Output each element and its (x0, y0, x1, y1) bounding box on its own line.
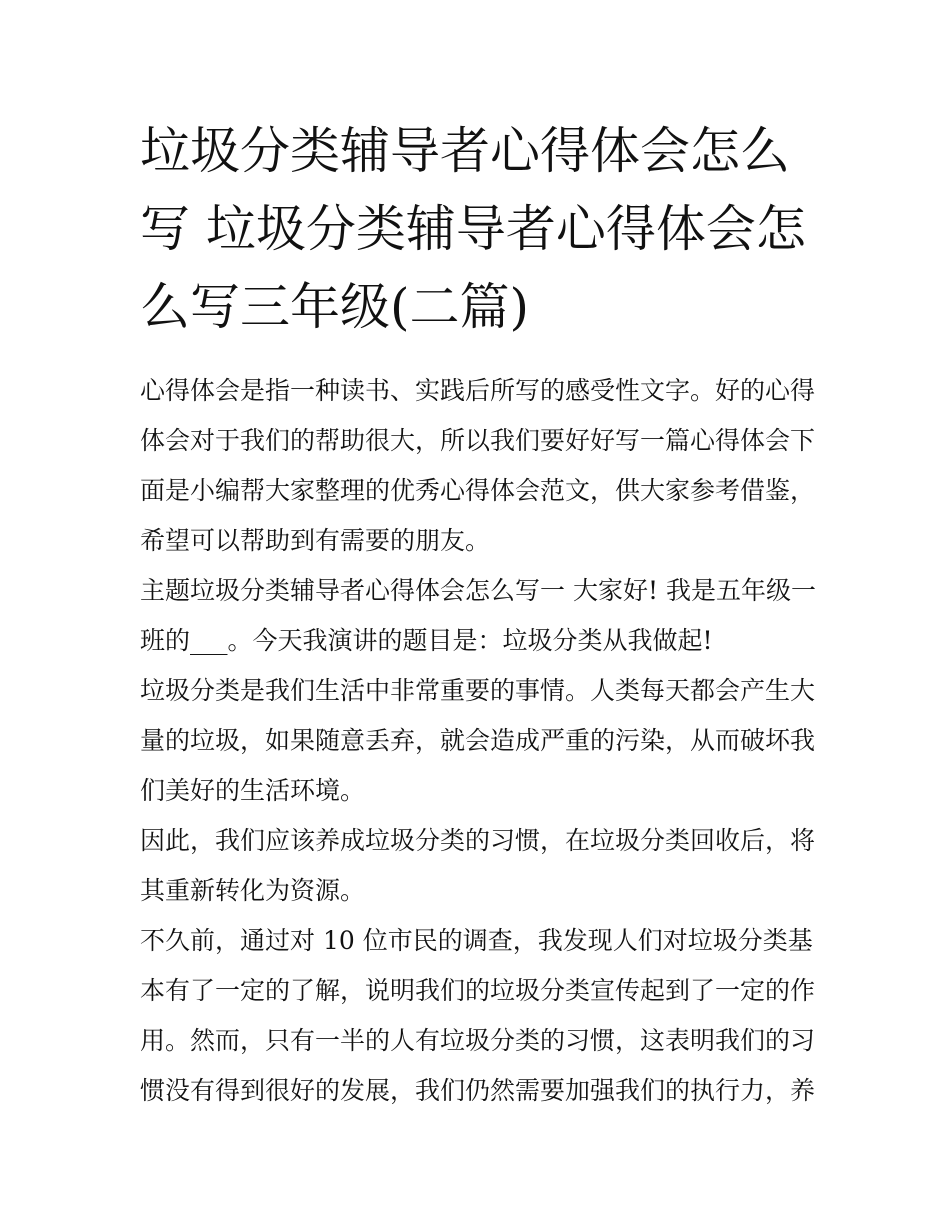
intro-paragraph (140, 366, 820, 566)
document-title (140, 112, 820, 346)
text-line: 体会对于我们的帮助很大，所以我们要好好写一篇心得体会下 (140, 426, 816, 455)
habit-paragraph (140, 816, 820, 916)
text-line: 本有了一定的了解，说明我们的垃圾分类宣传起到了一定的作 (140, 976, 816, 1005)
text-line: 其重新转化为资源。 (140, 876, 366, 905)
text-line: 惯没有得到很好的发展，我们仍然需要加强我们的执行力，养 (140, 1076, 816, 1105)
text-line: 心得体会是指一种读书、实践后所写的感受性文字。好的心得 (140, 376, 816, 405)
title-line: 垃圾分类辅导者心得体会怎么 (140, 122, 790, 180)
text-line: 们美好的生活环境。 (140, 776, 366, 805)
document-content (140, 112, 820, 1116)
text-line: 垃圾分类是我们生活中非常重要的事情。人类每天都会产生大 (140, 676, 816, 705)
survey-paragraph (140, 916, 820, 1116)
text-line: 主题垃圾分类辅导者心得体会怎么写一 大家好! 我是五年级一 (140, 576, 816, 605)
text-line: 不久前，通过对 10 位市民的调查，我发现人们对垃圾分类基 (140, 926, 813, 955)
text-line: 因此，我们应该养成垃圾分类的习惯，在垃圾分类回收后，将 (140, 826, 816, 855)
text-line: 面是小编帮大家整理的优秀心得体会范文，供大家参考借鉴， (140, 476, 816, 505)
title-line: 么写三年级(二篇) (140, 278, 530, 336)
topic-paragraph (140, 566, 820, 666)
importance-paragraph (140, 666, 820, 816)
text-line: 量的垃圾，如果随意丢弃，就会造成严重的污染，从而破坏我 (140, 726, 816, 755)
title-line: 写 垃圾分类辅导者心得体会怎 (140, 200, 806, 258)
text-line: 班的___。今天我演讲的题目是：垃圾分类从我做起! (140, 626, 713, 655)
text-line: 用。然而，只有一半的人有垃圾分类的习惯，这表明我们的习 (140, 1026, 816, 1055)
document-body (140, 366, 820, 1116)
text-line: 希望可以帮助到有需要的朋友。 (140, 526, 491, 555)
